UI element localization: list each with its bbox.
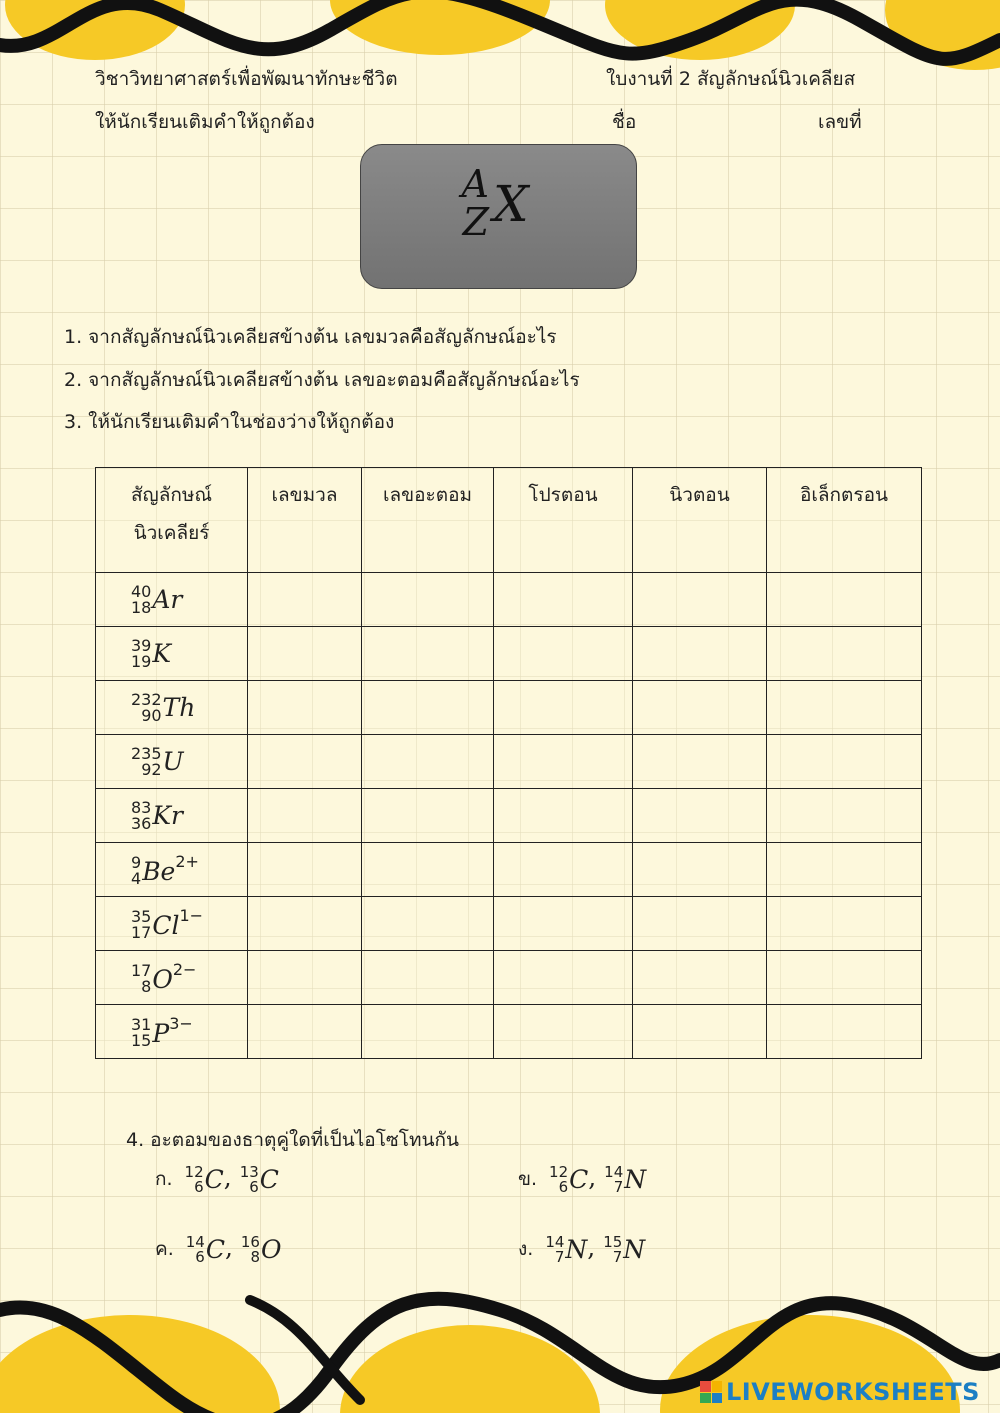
answer-cell-mass[interactable]	[248, 681, 362, 735]
answer-cell-neutron[interactable]	[633, 951, 767, 1005]
nuclide-cell	[96, 789, 248, 843]
answer-cell-mass[interactable]	[248, 951, 362, 1005]
answer-cell-mass[interactable]	[248, 627, 362, 681]
answer-cell-atomic[interactable]	[362, 843, 494, 897]
nuclide-cell	[96, 573, 248, 627]
answer-cell-mass[interactable]	[248, 1005, 362, 1059]
header-neutron: นิวตอน	[633, 468, 767, 573]
element-symbol: K	[152, 639, 172, 669]
mass-number: 40	[131, 581, 152, 601]
question-1: 1. จากสัญลักษณ์นิวเคลียสข้างต้น เลขมวลคือสัญลักษณ์อะไร	[64, 326, 557, 348]
answer-cell-electron[interactable]	[767, 573, 922, 627]
nuclear-table	[95, 467, 922, 1059]
element-symbol: C	[259, 1165, 279, 1194]
mass-number-symbol: A	[461, 162, 489, 206]
nuclide-symbol	[131, 799, 183, 832]
element-symbol: Be	[142, 856, 176, 886]
mass-number: 39	[131, 635, 152, 655]
option-label: ก.	[155, 1167, 173, 1190]
table-row	[96, 627, 922, 681]
element-symbol: Ar	[152, 585, 183, 615]
name-label: ชื่อ	[612, 111, 637, 133]
element-symbol: Kr	[152, 801, 183, 831]
answer-cell-neutron[interactable]	[633, 789, 767, 843]
top-wave-decoration	[0, 0, 1000, 70]
nuclide-symbol	[131, 745, 184, 778]
atomic-number: 90	[141, 705, 162, 725]
option-2[interactable]	[518, 1163, 646, 1195]
element-symbol: Cl	[152, 910, 180, 940]
atomic-number: 36	[131, 813, 152, 833]
answer-cell-proton[interactable]	[494, 897, 633, 951]
option-label: ค.	[155, 1237, 174, 1260]
mass-number: 31	[131, 1015, 152, 1035]
answer-cell-electron[interactable]	[767, 1005, 922, 1059]
answer-cell-proton[interactable]	[494, 681, 633, 735]
header-nuclear-symbol: สัญลักษณ์ นิวเคลียร์	[96, 468, 248, 573]
nuclide-symbol	[131, 906, 203, 942]
element-symbol: N	[624, 1165, 647, 1194]
answer-cell-neutron[interactable]	[633, 735, 767, 789]
answer-cell-atomic[interactable]	[362, 735, 494, 789]
mass-number: 232	[131, 689, 162, 709]
atomic-number: 6	[195, 1247, 205, 1266]
element-symbol: P	[152, 1018, 170, 1048]
table-row	[96, 1005, 922, 1059]
atomic-number: 4	[131, 869, 142, 889]
element-symbol: C	[204, 1165, 224, 1194]
nuclide-cell	[96, 1005, 248, 1059]
nuclide-cell	[96, 843, 248, 897]
table-header-row	[96, 468, 922, 573]
atomic-number: 17	[131, 923, 152, 943]
answer-cell-atomic[interactable]	[362, 951, 494, 1005]
option-3[interactable]	[155, 1233, 281, 1265]
table-row	[96, 681, 922, 735]
answer-cell-electron[interactable]	[767, 951, 922, 1005]
answer-cell-electron[interactable]	[767, 789, 922, 843]
atomic-number: 6	[558, 1177, 569, 1196]
mass-number: 12	[549, 1162, 569, 1181]
table-row	[96, 951, 922, 1005]
element-symbol: C	[569, 1165, 589, 1194]
answer-cell-proton[interactable]	[494, 573, 633, 627]
atomic-number: 7	[612, 1247, 623, 1266]
answer-cell-electron[interactable]	[767, 843, 922, 897]
mass-number: 13	[239, 1162, 259, 1181]
answer-cell-proton[interactable]	[494, 627, 633, 681]
answer-cell-neutron[interactable]	[633, 681, 767, 735]
mass-number: 235	[131, 743, 162, 763]
answer-cell-electron[interactable]	[767, 627, 922, 681]
atomic-number: 92	[141, 759, 162, 779]
mass-number: 16	[240, 1232, 260, 1251]
nuclide-symbol	[131, 691, 195, 724]
element-symbol: Th	[162, 693, 196, 723]
table-row	[96, 573, 922, 627]
header-atomic-number: เลขอะตอม	[362, 468, 494, 573]
answer-cell-proton[interactable]	[494, 843, 633, 897]
header-proton: โปรตอน	[494, 468, 633, 573]
element-symbol: O	[152, 964, 173, 994]
worksheet-title: ใบงานที่ 2 สัญลักษณ์นิวเคลียส	[606, 68, 856, 90]
option-1[interactable]	[155, 1163, 279, 1195]
answer-cell-proton[interactable]	[494, 735, 633, 789]
mass-number: 14	[185, 1232, 205, 1251]
header-mass-number: เลขมวล	[248, 468, 362, 573]
atomic-number: 7	[613, 1177, 624, 1196]
atomic-number-symbol: Z	[462, 200, 489, 244]
subject-title: วิชาวิทยาศาสตร์เพื่อพัฒนาทักษะชีวิต	[95, 68, 398, 90]
nuclide-cell	[96, 951, 248, 1005]
answer-cell-mass[interactable]	[248, 735, 362, 789]
option-label: ง.	[518, 1237, 534, 1260]
isotope-pair: 12 6 C, 13 6 C	[184, 1162, 279, 1196]
atomic-number: 6	[194, 1177, 204, 1196]
atomic-number: 18	[131, 597, 152, 617]
option-label: ข.	[518, 1167, 538, 1190]
isotope-pair: 14 6 C, 16 8 O	[185, 1232, 282, 1266]
answer-cell-atomic[interactable]	[362, 897, 494, 951]
answer-cell-proton[interactable]	[494, 1005, 633, 1059]
nuclide-symbol	[131, 852, 199, 888]
answer-cell-neutron[interactable]	[633, 843, 767, 897]
table-row	[96, 843, 922, 897]
ion-charge: 1−	[179, 905, 204, 925]
answer-cell-mass[interactable]	[248, 843, 362, 897]
table-row	[96, 789, 922, 843]
element-symbol: U	[162, 747, 184, 777]
question-3: 3. ให้นักเรียนเติมคำในช่องว่างให้ถูกต้อง	[64, 411, 395, 433]
question-2: 2. จากสัญลักษณ์นิวเคลียสข้างต้น เลขอะตอมคือสัญลักษณ์อะไร	[64, 369, 580, 391]
answer-cell-electron[interactable]	[767, 681, 922, 735]
nuclide-symbol	[131, 583, 182, 616]
atomic-number: 7	[554, 1247, 565, 1266]
answer-cell-mass[interactable]	[248, 897, 362, 951]
nuclide-cell	[96, 897, 248, 951]
element-symbol: C	[205, 1235, 225, 1264]
brand-name: LIVEWORKSHEETS	[726, 1378, 980, 1406]
atomic-number: 19	[131, 651, 152, 671]
mass-number: 15	[603, 1232, 623, 1251]
answer-cell-neutron[interactable]	[633, 1005, 767, 1059]
answer-cell-atomic[interactable]	[362, 627, 494, 681]
nuclide-cell	[96, 735, 248, 789]
nuclide-symbol	[131, 1014, 193, 1050]
table-row	[96, 735, 922, 789]
nuclide-symbol	[131, 960, 196, 996]
nuclide-symbol	[131, 637, 171, 670]
ion-charge: 2+	[175, 851, 199, 871]
answer-cell-electron[interactable]	[767, 735, 922, 789]
liveworksheets-logo-icon	[700, 1381, 722, 1403]
element-symbol: N	[565, 1235, 588, 1264]
element-symbol: X	[493, 175, 529, 233]
answer-cell-atomic[interactable]	[362, 1005, 494, 1059]
isotope-pair: 12 6 C, 14 7 N	[549, 1162, 647, 1196]
answer-cell-atomic[interactable]	[362, 681, 494, 735]
mass-number: 14	[604, 1162, 624, 1181]
answer-cell-neutron[interactable]	[633, 627, 767, 681]
atomic-number: 8	[250, 1247, 260, 1266]
answer-cell-atomic[interactable]	[362, 573, 494, 627]
answer-cell-mass[interactable]	[248, 789, 362, 843]
liveworksheets-brand	[700, 1378, 980, 1406]
mass-number: 12	[184, 1162, 204, 1181]
ion-charge: 3−	[169, 1013, 193, 1033]
mass-number: 9	[131, 853, 142, 873]
mass-number: 35	[131, 907, 152, 927]
mass-number: 17	[131, 961, 152, 981]
table-row	[96, 897, 922, 951]
answer-cell-neutron[interactable]	[633, 897, 767, 951]
mass-number: 14	[545, 1232, 565, 1251]
number-label: เลขที่	[818, 111, 862, 133]
option-4[interactable]	[518, 1233, 645, 1265]
answer-cell-mass[interactable]	[248, 573, 362, 627]
nuclide-cell	[96, 681, 248, 735]
atomic-number: 15	[131, 1031, 152, 1051]
answer-cell-neutron[interactable]	[633, 573, 767, 627]
element-symbol: O	[260, 1235, 282, 1264]
element-symbol: N	[623, 1235, 646, 1264]
isotope-pair: 14 7 N, 15 7 N	[545, 1232, 646, 1266]
answer-cell-electron[interactable]	[767, 897, 922, 951]
header-electron: อิเล็กตรอน	[767, 468, 922, 573]
question-4: 4. อะตอมของธาตุคู่ใดที่เป็นไอโซโทนกัน	[126, 1129, 460, 1151]
nuclear-symbol-box	[360, 144, 637, 289]
answer-cell-atomic[interactable]	[362, 789, 494, 843]
nuclide-cell	[96, 627, 248, 681]
answer-cell-proton[interactable]	[494, 951, 633, 1005]
ion-charge: 2−	[172, 959, 197, 979]
atomic-number: 8	[141, 977, 152, 997]
mass-number: 83	[131, 797, 152, 817]
instruction-text: ให้นักเรียนเติมคำให้ถูกต้อง	[95, 111, 315, 133]
answer-cell-proton[interactable]	[494, 789, 633, 843]
atomic-number: 6	[249, 1177, 259, 1196]
